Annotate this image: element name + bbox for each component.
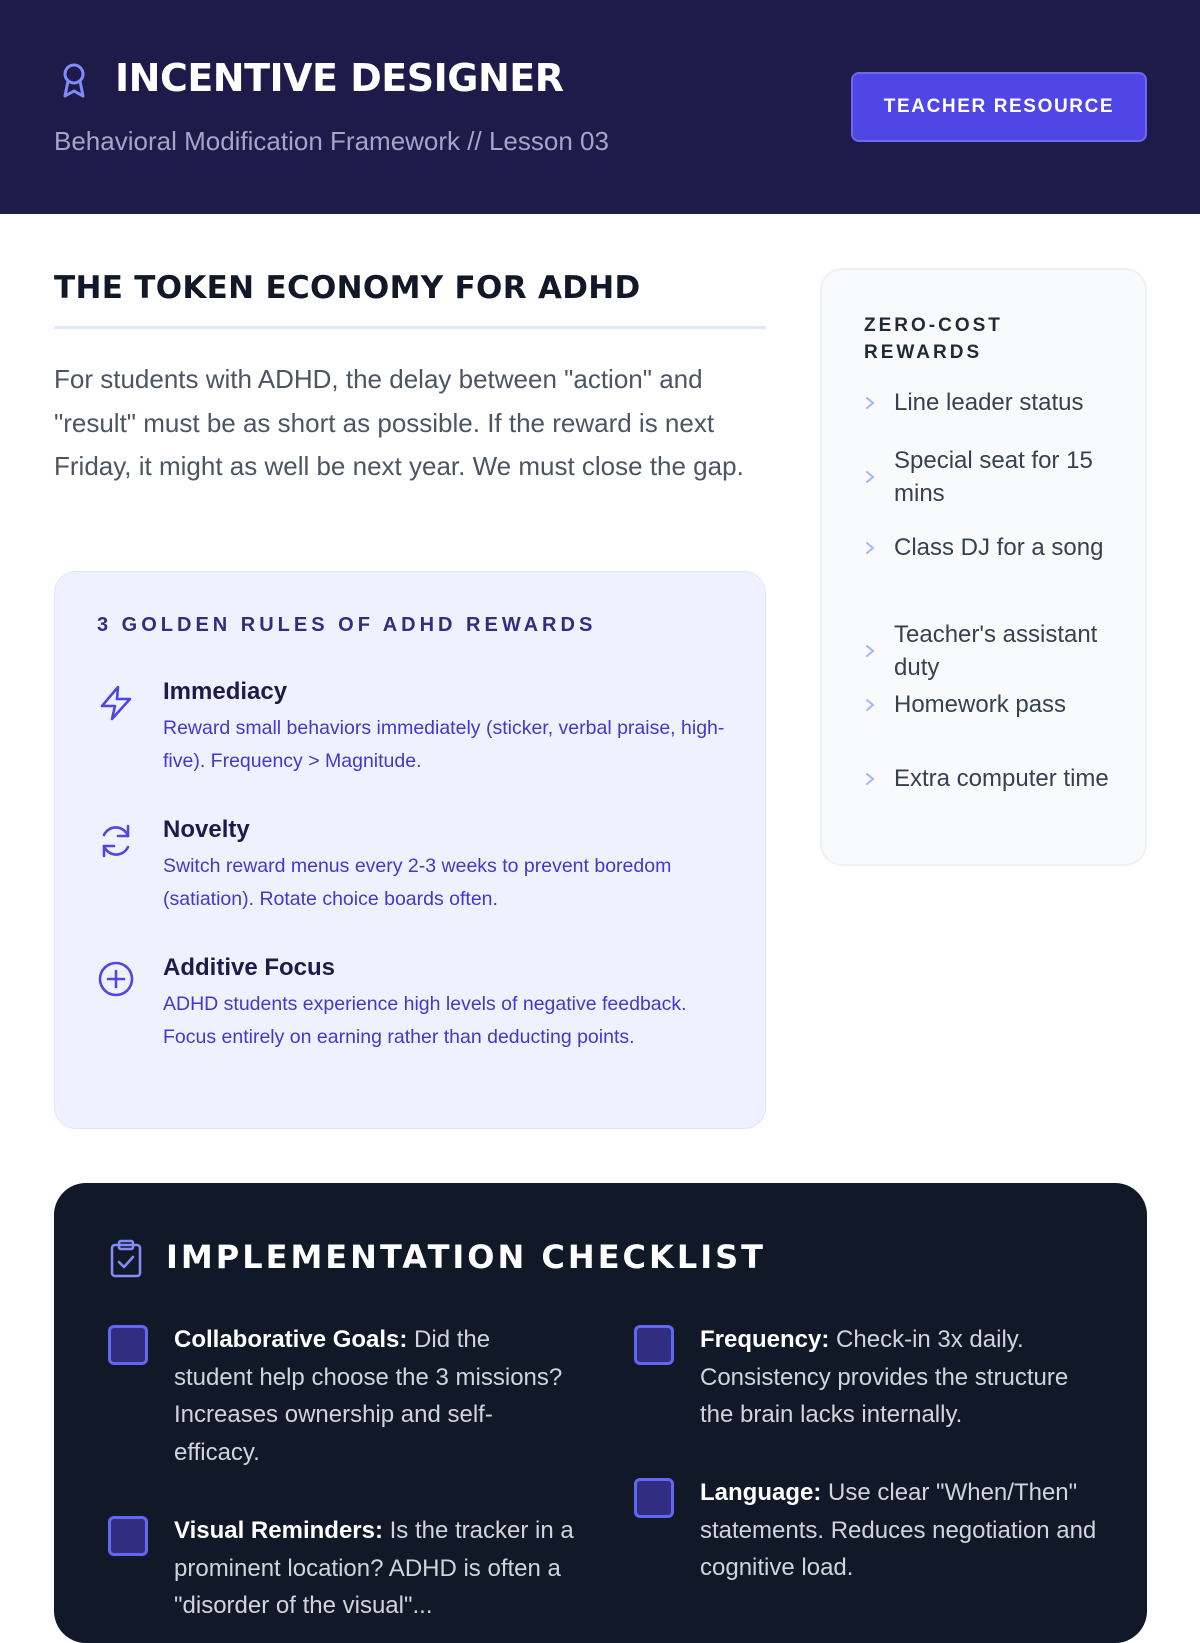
clipboard-check-icon	[108, 1239, 144, 1279]
rule-name: Novelty	[163, 816, 250, 843]
rules-heading: 3 GOLDEN RULES OF ADHD REWARDS	[97, 614, 597, 636]
reward-label: Special seat for 15 mins	[894, 447, 1093, 507]
sidebar-heading: ZERO-COST REWARDS	[864, 315, 1003, 363]
page-header	[0, 0, 1200, 214]
rule-description: ADHD students experience high levels of negative feedback. Focus entirely on earning rather than deducting points.	[163, 993, 687, 1048]
rule-name: Immediacy	[163, 678, 288, 705]
checklist-text	[174, 1321, 574, 1471]
reward-label: Line leader status	[894, 389, 1084, 416]
checklist-body: Did the student help choose the 3 missions? Increases ownership and self-efficacy.	[174, 1326, 563, 1466]
checklist-text	[700, 1321, 1100, 1434]
chevron-right-icon	[864, 769, 894, 789]
rule-description: Switch reward menus every 2-3 weeks to prevent boredom (satiation). Rotate choice boards often.	[163, 855, 672, 910]
chevron-right-icon	[864, 467, 894, 487]
checklist-text	[700, 1474, 1100, 1587]
checklist-text	[174, 1512, 574, 1625]
lightning-icon	[97, 684, 135, 722]
reward-label: Teacher's assistant duty	[894, 621, 1098, 681]
implementation-checklist	[54, 1183, 1147, 1643]
reward-item	[864, 444, 1109, 510]
teacher-resource-button[interactable]: TEACHER RESOURCE	[851, 72, 1147, 142]
chevron-right-icon	[864, 538, 894, 558]
app-subtitle: Behavioral Modification Framework // Lesson 03	[54, 126, 609, 156]
checkbox[interactable]	[108, 1325, 148, 1365]
app-title: INCENTIVE DESIGNER	[115, 56, 564, 100]
section-title: THE TOKEN ECONOMY FOR ADHD	[54, 270, 641, 306]
checkbox[interactable]	[634, 1478, 674, 1518]
rule-name: Additive Focus	[163, 954, 336, 981]
reward-label: Homework pass	[894, 691, 1067, 718]
intro-paragraph: For students with ADHD, the delay between "action" and "result" must be as short as possible. If the reward is next Friday, it might as well be next year. We must close the gap.	[54, 364, 744, 481]
checklist-label: Language:	[700, 1479, 822, 1506]
checkbox[interactable]	[108, 1516, 148, 1556]
checklist-body: Use clear "When/Then" statements. Reduces negotiation and cognitive load.	[700, 1479, 1097, 1581]
reward-item	[864, 762, 1109, 795]
title-divider	[54, 326, 766, 329]
checklist-label: Collaborative Goals:	[174, 1326, 408, 1353]
reward-item	[864, 531, 1109, 564]
checklist-label: Visual Reminders:	[174, 1517, 383, 1544]
refresh-icon	[97, 822, 135, 860]
chevron-right-icon	[864, 641, 894, 661]
checklist-body: Is the tracker in a prominent location? ADHD is often a "disorder of the visual"...	[174, 1517, 574, 1619]
checkbox[interactable]	[634, 1325, 674, 1365]
checklist-body: Check-in 3x daily. Consistency provides the structure the brain lacks internally.	[700, 1326, 1069, 1428]
plus-circle-icon	[97, 960, 135, 998]
award-ribbon-icon	[54, 60, 94, 100]
chevron-right-icon	[864, 695, 894, 715]
checklist-title: IMPLEMENTATION CHECKLIST	[166, 1238, 766, 1276]
zero-cost-rewards-panel	[820, 268, 1147, 866]
golden-rules-card	[54, 571, 766, 1129]
chevron-right-icon	[864, 393, 894, 413]
reward-label: Class DJ for a song	[894, 534, 1104, 561]
reward-label: Extra computer time	[894, 765, 1109, 792]
reward-item	[864, 386, 1109, 419]
rule-description: Reward small behaviors immediately (sticker, verbal praise, high-five). Frequency > Magnitude.	[163, 717, 725, 772]
reward-item	[864, 688, 1109, 721]
checklist-label: Frequency:	[700, 1326, 830, 1353]
reward-item	[864, 618, 1109, 684]
